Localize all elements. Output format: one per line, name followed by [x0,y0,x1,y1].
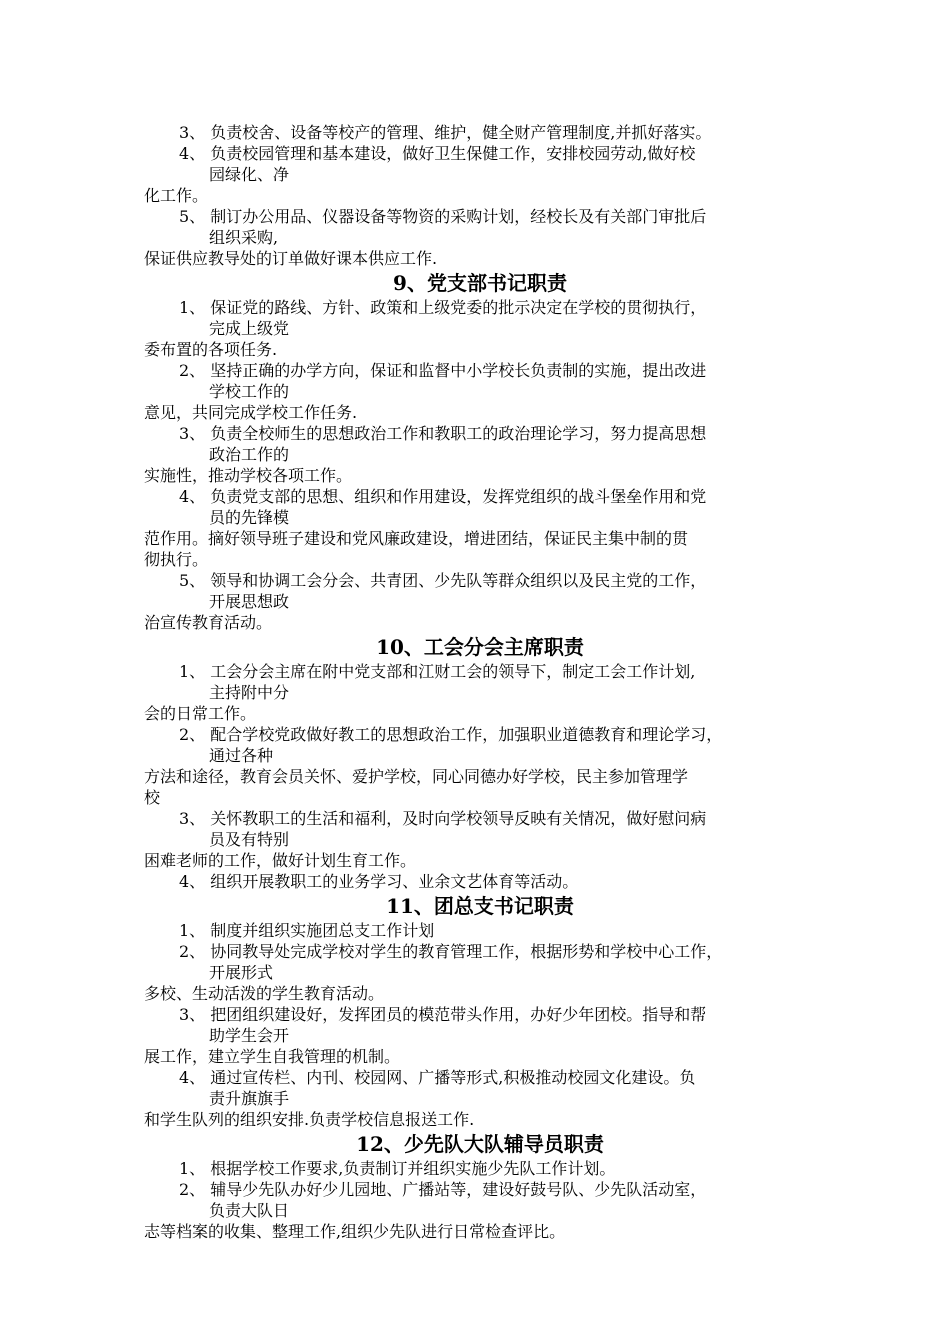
text-line: 9、党支部书记职责 [393,271,567,295]
text-line: 范作用。摘好领导班子建设和党风廉政建设，增进团结，保证民主集中制的贯 [144,529,689,548]
list-item [144,297,816,339]
text-line: 3、 负责校舍、设备等校产的管理、维护，健全财产管理制度,并抓好落实。 [179,123,712,142]
text-line: 会的日常工作。 [144,704,257,723]
text-line: 开展形式 [209,963,274,982]
text-line: 组织采购, [209,228,279,247]
list-item [144,808,816,850]
section-heading [144,1130,816,1158]
list-item [144,941,816,983]
list-item [144,206,816,248]
continuation-text [144,402,816,423]
continuation-text [144,612,816,633]
text-line: 校 [144,788,161,807]
text-line: 意见，共同完成学校工作任务. [144,403,358,422]
text-line: 4、 负责党支部的思想、组织和作用建设，发挥党组织的战斗堡垒作用和党 [179,487,707,506]
text-line: 开展思想政 [209,592,290,611]
continuation-text [144,766,816,808]
text-line: 员及有特别 [209,830,290,849]
text-line: 3、 负责全校师生的思想政治工作和教职工的政治理论学习，努力提高思想 [179,424,707,443]
continuation-text [144,248,816,269]
list-item [144,920,816,941]
text-line: 2、 坚持正确的办学方向，保证和监督中小学校长负责制的实施，提出改进 [179,361,707,380]
text-line: 12、少先队大队辅导员职责 [356,1132,604,1156]
continuation-text [144,1046,816,1067]
text-line: 通过各种 [209,746,274,765]
text-line: 园绿化、净 [209,165,290,184]
text-line: 2、 配合学校党政做好教工的思想政治工作，加强职业道德教育和理论学习， [179,725,723,744]
text-line: 10、工会分会主席职责 [376,635,584,659]
section-heading [144,892,816,920]
text-line: 1、 工会分会主席在附中党支部和江财工会的领导下，制定工会工作计划, [179,662,696,681]
text-line: 4、 组织开展教职工的业务学习、业余文艺体育等活动。 [179,872,579,891]
text-line: 学校工作的 [209,382,290,401]
list-item [144,1179,816,1221]
continuation-text [144,339,816,360]
text-line: 化工作。 [144,186,209,205]
text-line: 和学生队列的组织安排.负责学校信息报送工作. [144,1110,475,1129]
text-line: 3、 关怀教职工的生活和福利，及时向学校领导反映有关情况，做好慰问病 [179,809,707,828]
continuation-text [144,528,816,570]
text-line: 责升旗旗手 [209,1089,290,1108]
text-line: 困难老师的工作，做好计划生育工作。 [144,851,417,870]
text-line: 完成上级党 [209,319,290,338]
text-line: 志等档案的收集、整理工作,组织少先队进行日常检查评比。 [144,1222,566,1241]
section-heading [144,269,816,297]
text-line: 5、 领导和协调工会分会、共青团、少先队等群众组织以及民主党的工作， [179,571,707,590]
continuation-text [144,983,816,1004]
list-item [144,724,816,766]
text-line: 2、 辅导少先队办好少儿园地、广播站等，建设好鼓号队、少先队活动室， [179,1180,707,1199]
text-line: 2、 协同教导处完成学校对学生的教育管理工作，根据形势和学校中心工作， [179,942,723,961]
text-line: 3、 把团组织建设好，发挥团员的模范带头作用，办好少年团校。指导和帮 [179,1005,707,1024]
text-line: 展工作，建立学生自我管理的机制。 [144,1047,401,1066]
text-line: 员的先锋模 [209,508,290,527]
text-line: 1、 制度并组织实施团总支工作计划 [179,921,435,940]
text-line: 1、 保证党的路线、方针、政策和上级党委的批示决定在学校的贯彻执行， [179,298,707,317]
continuation-text [144,1109,816,1130]
text-line: 4、 负责校园管理和基本建设，做好卫生保健工作，安排校园劳动,做好校 [179,144,696,163]
continuation-text [144,850,816,871]
section-heading [144,633,816,661]
list-item [144,122,816,143]
continuation-text [144,185,816,206]
text-line: 实施性，推动学校各项工作。 [144,466,353,485]
text-line: 主持附中分 [209,683,290,702]
list-item [144,570,816,612]
list-item [144,486,816,528]
continuation-text [144,1221,816,1242]
text-line: 1、 根据学校工作要求,负责制订并组织实施少先队工作计划。 [179,1159,616,1178]
list-item [144,360,816,402]
list-item [144,423,816,465]
text-line: 政治工作的 [209,445,290,464]
text-line: 负责大队日 [209,1201,290,1220]
continuation-text [144,703,816,724]
continuation-text [144,465,816,486]
text-line: 多校、生动活泼的学生教育活动。 [144,984,385,1003]
list-item [144,1067,816,1109]
text-line: 助学生会开 [209,1026,290,1045]
list-item [144,661,816,703]
text-line: 5、 制订办公用品、仪器设备等物资的采购计划，经校长及有关部门审批后 [179,207,707,226]
text-line: 委布置的各项任务. [144,340,278,359]
text-line: 方法和途径，教育会员关怀、爱护学校，同心同德办好学校，民主参加管理学 [144,767,689,786]
text-line: 保证供应教导处的订单做好课本供应工作. [144,249,438,268]
list-item [144,1004,816,1046]
text-line: 4、 通过宣传栏、内刊、校园网、广播等形式,积极推动校园文化建设。负 [179,1068,696,1087]
list-item [144,871,816,892]
document-body [144,122,816,1242]
text-line: 彻执行。 [144,550,209,569]
text-line: 治宣传教育活动。 [144,613,273,632]
list-item [144,1158,816,1179]
text-line: 11、团总支书记职责 [386,894,574,918]
list-item [144,143,816,185]
